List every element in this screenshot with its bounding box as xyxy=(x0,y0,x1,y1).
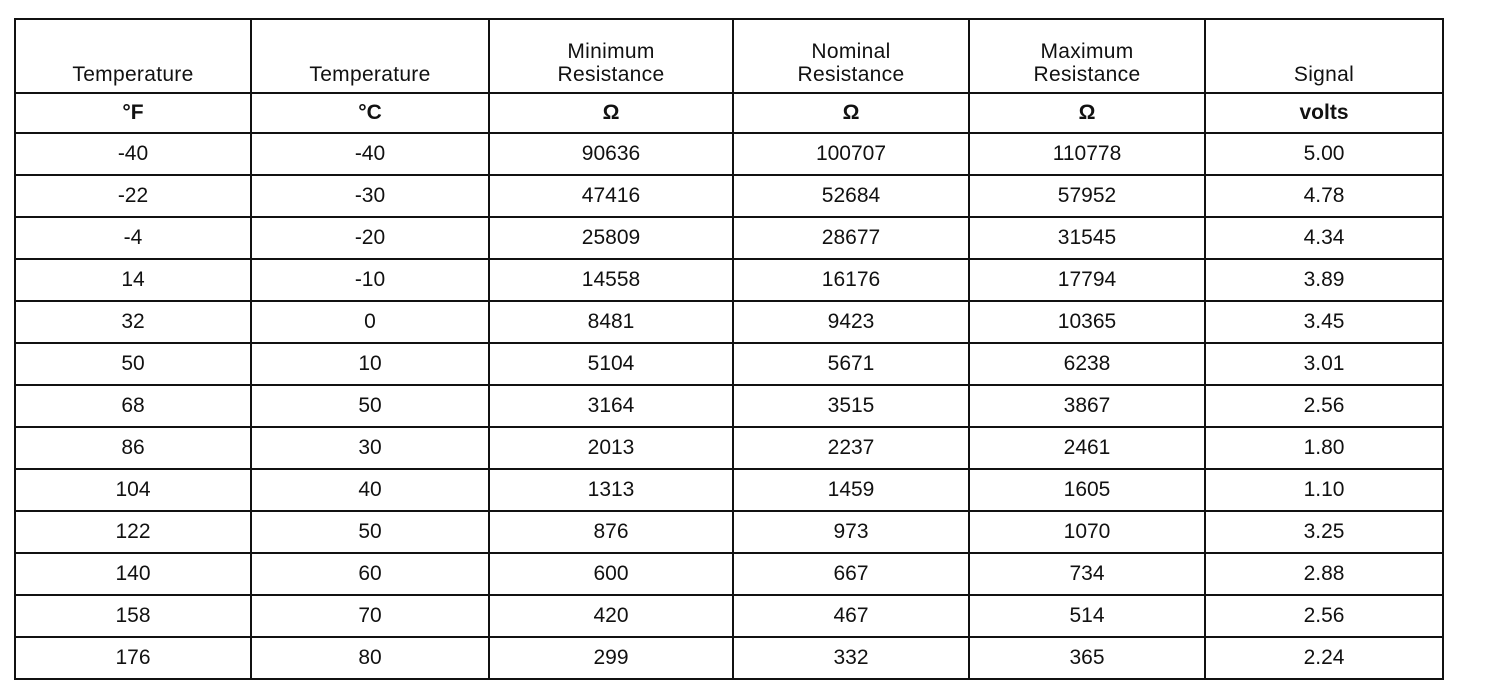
cell-temp-f: 104 xyxy=(15,469,251,511)
cell-temp-f: -40 xyxy=(15,133,251,175)
cell-signal: 2.56 xyxy=(1205,385,1443,427)
cell-min-resistance: 90636 xyxy=(489,133,733,175)
cell-temp-f: 86 xyxy=(15,427,251,469)
cell-nominal-resistance: 5671 xyxy=(733,343,969,385)
cell-min-resistance: 1313 xyxy=(489,469,733,511)
cell-temp-c: 50 xyxy=(251,385,489,427)
cell-temp-c: 30 xyxy=(251,427,489,469)
cell-temp-f: 50 xyxy=(15,343,251,385)
table-row xyxy=(15,469,1443,511)
table-row xyxy=(15,511,1443,553)
cell-max-resistance: 365 xyxy=(969,637,1205,679)
cell-nominal-resistance: 667 xyxy=(733,553,969,595)
resistance-table xyxy=(14,18,1444,680)
cell-signal: 3.89 xyxy=(1205,259,1443,301)
cell-min-resistance: 600 xyxy=(489,553,733,595)
cell-max-resistance: 17794 xyxy=(969,259,1205,301)
cell-max-resistance: 10365 xyxy=(969,301,1205,343)
cell-nominal-resistance: 28677 xyxy=(733,217,969,259)
cell-max-resistance: 1070 xyxy=(969,511,1205,553)
cell-signal: 4.78 xyxy=(1205,175,1443,217)
cell-temp-c: -10 xyxy=(251,259,489,301)
table-row xyxy=(15,259,1443,301)
unit-fahrenheit: °F xyxy=(15,93,251,133)
cell-min-resistance: 8481 xyxy=(489,301,733,343)
cell-temp-f: 140 xyxy=(15,553,251,595)
cell-max-resistance: 6238 xyxy=(969,343,1205,385)
table-row xyxy=(15,301,1443,343)
table-row xyxy=(15,133,1443,175)
table-row xyxy=(15,637,1443,679)
unit-ohm-max: Ω xyxy=(969,93,1205,133)
table-row xyxy=(15,553,1443,595)
cell-max-resistance: 514 xyxy=(969,595,1205,637)
header-signal xyxy=(1205,19,1443,93)
cell-signal: 3.45 xyxy=(1205,301,1443,343)
cell-nominal-resistance: 100707 xyxy=(733,133,969,175)
unit-celsius: °C xyxy=(251,93,489,133)
cell-signal: 3.01 xyxy=(1205,343,1443,385)
header-maximum-resistance xyxy=(969,19,1205,93)
table-row xyxy=(15,385,1443,427)
cell-max-resistance: 734 xyxy=(969,553,1205,595)
cell-temp-c: -20 xyxy=(251,217,489,259)
cell-min-resistance: 299 xyxy=(489,637,733,679)
cell-min-resistance: 47416 xyxy=(489,175,733,217)
cell-max-resistance: 110778 xyxy=(969,133,1205,175)
header-row-units xyxy=(15,93,1443,133)
cell-nominal-resistance: 467 xyxy=(733,595,969,637)
cell-max-resistance: 2461 xyxy=(969,427,1205,469)
cell-nominal-resistance: 973 xyxy=(733,511,969,553)
cell-temp-f: -22 xyxy=(15,175,251,217)
header-line2: Temperature xyxy=(309,62,431,86)
cell-temp-f: -4 xyxy=(15,217,251,259)
cell-signal: 1.80 xyxy=(1205,427,1443,469)
cell-min-resistance: 14558 xyxy=(489,259,733,301)
cell-signal: 4.34 xyxy=(1205,217,1443,259)
cell-max-resistance: 3867 xyxy=(969,385,1205,427)
header-line2: Resistance xyxy=(557,62,665,86)
cell-nominal-resistance: 3515 xyxy=(733,385,969,427)
cell-signal: 2.24 xyxy=(1205,637,1443,679)
header-nominal-resistance xyxy=(733,19,969,93)
table-body xyxy=(15,133,1443,679)
resistance-table-container xyxy=(14,18,1442,680)
table-row xyxy=(15,595,1443,637)
cell-temp-f: 176 xyxy=(15,637,251,679)
cell-temp-c: 40 xyxy=(251,469,489,511)
table-row xyxy=(15,343,1443,385)
cell-signal: 3.25 xyxy=(1205,511,1443,553)
cell-max-resistance: 31545 xyxy=(969,217,1205,259)
header-line2: Temperature xyxy=(72,62,194,86)
cell-min-resistance: 420 xyxy=(489,595,733,637)
cell-signal: 2.88 xyxy=(1205,553,1443,595)
unit-ohm-nominal: Ω xyxy=(733,93,969,133)
cell-min-resistance: 5104 xyxy=(489,343,733,385)
cell-signal: 1.10 xyxy=(1205,469,1443,511)
header-row-labels xyxy=(15,19,1443,93)
table-row xyxy=(15,427,1443,469)
cell-min-resistance: 876 xyxy=(489,511,733,553)
cell-temp-f: 14 xyxy=(15,259,251,301)
cell-temp-f: 158 xyxy=(15,595,251,637)
cell-max-resistance: 1605 xyxy=(969,469,1205,511)
cell-temp-c: -40 xyxy=(251,133,489,175)
cell-nominal-resistance: 9423 xyxy=(733,301,969,343)
header-line2: Resistance xyxy=(797,62,905,86)
cell-signal: 5.00 xyxy=(1205,133,1443,175)
cell-temp-f: 32 xyxy=(15,301,251,343)
cell-nominal-resistance: 16176 xyxy=(733,259,969,301)
cell-nominal-resistance: 2237 xyxy=(733,427,969,469)
header-line2: Resistance xyxy=(1033,62,1141,86)
header-line1: Maximum xyxy=(1040,39,1134,63)
cell-nominal-resistance: 332 xyxy=(733,637,969,679)
unit-ohm-min: Ω xyxy=(489,93,733,133)
cell-nominal-resistance: 1459 xyxy=(733,469,969,511)
cell-temp-f: 122 xyxy=(15,511,251,553)
cell-temp-c: 50 xyxy=(251,511,489,553)
header-temperature-c xyxy=(251,19,489,93)
cell-temp-c: 60 xyxy=(251,553,489,595)
table-row xyxy=(15,175,1443,217)
header-line2: Signal xyxy=(1293,62,1355,86)
cell-temp-c: 0 xyxy=(251,301,489,343)
cell-temp-f: 68 xyxy=(15,385,251,427)
cell-signal: 2.56 xyxy=(1205,595,1443,637)
unit-volts: volts xyxy=(1205,93,1443,133)
cell-temp-c: 70 xyxy=(251,595,489,637)
cell-nominal-resistance: 52684 xyxy=(733,175,969,217)
cell-min-resistance: 25809 xyxy=(489,217,733,259)
header-line1: Minimum xyxy=(567,39,655,63)
header-temperature-f xyxy=(15,19,251,93)
cell-max-resistance: 57952 xyxy=(969,175,1205,217)
cell-temp-c: -30 xyxy=(251,175,489,217)
cell-temp-c: 10 xyxy=(251,343,489,385)
cell-min-resistance: 2013 xyxy=(489,427,733,469)
table-row xyxy=(15,217,1443,259)
cell-temp-c: 80 xyxy=(251,637,489,679)
header-minimum-resistance xyxy=(489,19,733,93)
cell-min-resistance: 3164 xyxy=(489,385,733,427)
header-line1: Nominal xyxy=(811,39,891,63)
